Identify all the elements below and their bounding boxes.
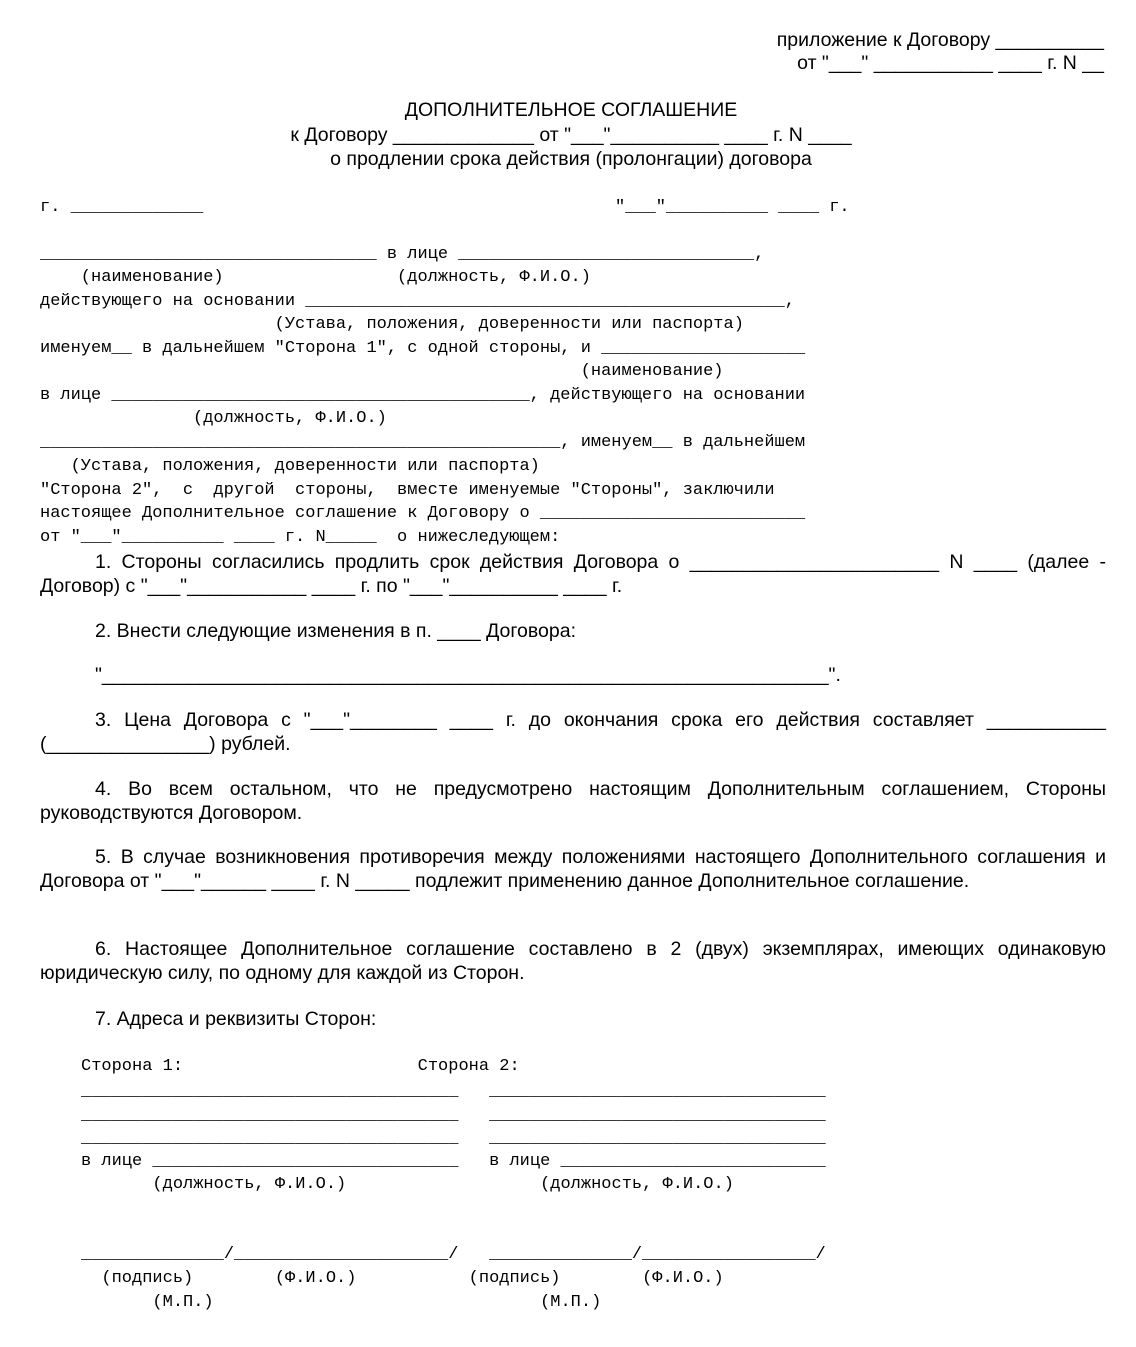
- signature-block-line: Сторона 1: Сторона 2:: [81, 1057, 520, 1076]
- preamble-line: _________________________________ в лице _____________________________,: [40, 245, 765, 264]
- preamble-line: (Устава, положения, доверенности или паспорта): [40, 457, 540, 476]
- clause-6: 6. Настоящее Дополнительное соглашение составлено в 2 (двух) экземплярах, имеющих одинаковую юридическую силу, по одному для каждой из Сторон.: [40, 938, 1106, 984]
- signature-block-line: _____________________________________ _________________________________: [81, 1129, 826, 1148]
- preamble-line: "Сторона 2", с другой стороны, вместе именуемые "Стороны", заключили: [40, 481, 775, 500]
- appendix-line-2: от "___" ___________ ____ г. N __: [797, 52, 1104, 74]
- clause-7: 7. Адреса и реквизиты Сторон:: [95, 1008, 377, 1030]
- signature-block-line: _____________________________________ _________________________________: [81, 1106, 826, 1125]
- signature-caption: (подпись) (Ф.И.О.) (подпись) (Ф.И.О.): [81, 1269, 724, 1288]
- preamble-line: (наименование) (должность, Ф.И.О.): [40, 268, 591, 287]
- stamp-caption: (М.П.) (М.П.): [81, 1293, 602, 1312]
- preamble-line: в лице _________________________________________, действующего на основании: [40, 386, 806, 405]
- signature-block-line: _____________________________________ _________________________________: [81, 1082, 826, 1101]
- document-title: ДОПОЛНИТЕЛЬНОЕ СОГЛАШЕНИЕ: [404, 99, 738, 121]
- clause-5: 5. В случае возникновения противоречия между положениями настоящего Дополнительного соглашения и Договора от "___"______ ____ г. N _____ подлежит применению данное Дополнительное соглашение.: [40, 846, 1106, 892]
- preamble-line: настоящее Дополнительное соглашение к Договору о __________________________: [40, 504, 806, 523]
- title-subject: о продлении срока действия (пролонгации) договора: [330, 148, 812, 170]
- preamble-line: (Устава, положения, доверенности или паспорта): [40, 315, 744, 334]
- clause-2: 2. Внести следующие изменения в п. ____ Договора:: [95, 620, 576, 642]
- preamble-line: от "___"__________ ____ г. N_____ о нижеследующем:: [40, 528, 561, 547]
- signature-block-line: в лице ______________________________ в лице __________________________: [81, 1152, 826, 1171]
- clause-2-quote: "___________________________________________________________________".: [95, 664, 841, 686]
- appendix-line-1: приложение к Договору __________: [776, 29, 1104, 51]
- city-field: г. _____________: [40, 198, 204, 217]
- preamble-line: (должность, Ф.И.О.): [40, 409, 387, 428]
- preamble-line: действующего на основании _______________________________________________,: [40, 292, 795, 311]
- date-field: "___"__________ ____ г.: [615, 198, 850, 217]
- clause-4: 4. Во всем остальном, что не предусмотрено настоящим Дополнительным соглашением, Стороны руководствуются Договором.: [40, 778, 1106, 824]
- clause-1: 1. Стороны согласились продлить срок действия Договора о _______________________ N ____ (далее - Договор) с "___"___________ ____ г. по "___"__________ ____ г.: [40, 551, 1106, 597]
- preamble-line: именуем__ в дальнейшем "Сторона 1", с одной стороны, и ____________________: [40, 339, 806, 358]
- preamble-line: (наименование): [40, 362, 724, 381]
- title-contract-reference: к Договору _____________ от "___"__________ ____ г. N ____: [290, 124, 852, 146]
- clause-3: 3. Цена Договора с "___"________ ____ г. до окончания срока его действия составляет ___________ (_______________) рублей.: [40, 709, 1106, 755]
- signature-block-line: (должность, Ф.И.О.) (должность, Ф.И.О.): [81, 1175, 734, 1194]
- signature-line: ______________/_____________________/ ______________/_________________/: [81, 1245, 826, 1264]
- preamble-line: ___________________________________________________, именуем__ в дальнейшем: [40, 433, 806, 452]
